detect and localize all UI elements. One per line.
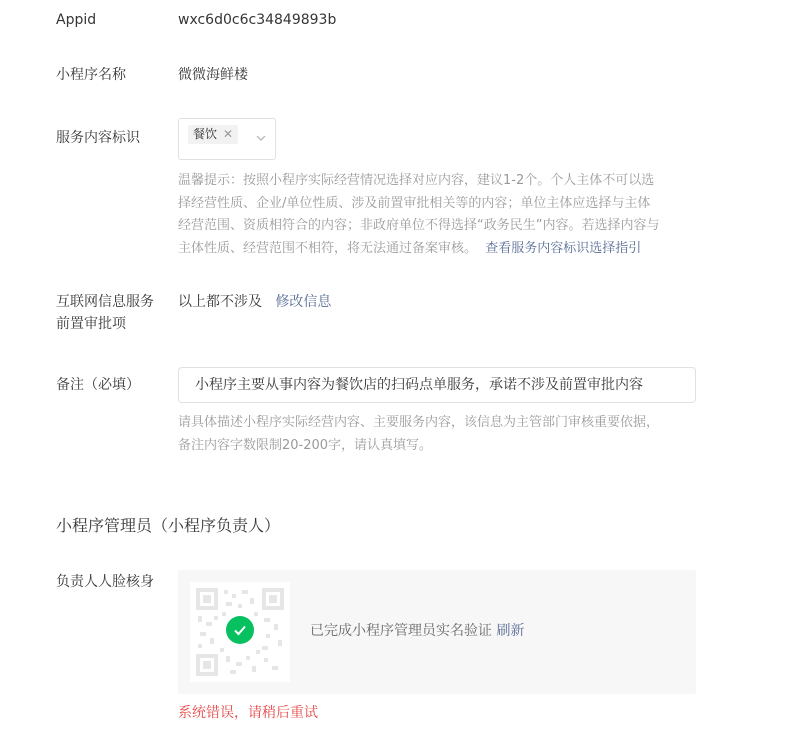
admin-section-title: 小程序管理员（小程序负责人） <box>56 516 281 535</box>
qr-code <box>190 582 290 682</box>
service-content-select[interactable] <box>178 118 276 160</box>
service-tag <box>188 125 238 144</box>
internet-service-label: 互联网信息服务 前置审批项 <box>56 294 154 332</box>
face-verify-panel <box>178 570 696 694</box>
miniprogram-name-value: 微微海鲜楼 <box>178 67 248 83</box>
chevron-down-icon[interactable] <box>256 133 266 143</box>
service-content-label: 服务内容标识 <box>56 130 140 146</box>
refresh-link[interactable]: 刷新 <box>496 623 525 639</box>
tag-close-icon[interactable]: ✕ <box>223 127 234 141</box>
check-success-icon <box>226 616 254 644</box>
modify-info-link[interactable]: 修改信息 <box>275 294 332 310</box>
remark-tip-line: 备注内容字数限制20-200字，请认真填写。 <box>178 437 433 453</box>
appid-value: wxc6d0c6c34849893b <box>178 12 337 28</box>
service-tip <box>178 170 659 260</box>
appid-label: Appid <box>56 12 97 28</box>
error-message: 系统错误，请稍后重试 <box>178 705 318 721</box>
miniprogram-name-label: 小程序名称 <box>56 67 126 83</box>
service-tip-line: 主体性质、经营范围不相符，将无法通过备案审核。 查看服务内容标识选择指引 <box>178 240 642 256</box>
verify-status-text: 已完成小程序管理员实名验证 <box>310 623 492 639</box>
remark-tip-line: 请具体描述小程序实际经营内容、主要服务内容，该信息为主管部门审核重要依据， <box>178 415 660 430</box>
verify-status <box>310 620 524 642</box>
face-verify-label: 负责人人脸核身 <box>56 574 154 590</box>
remark-label: 备注（必填） <box>56 377 140 393</box>
service-tip-line: 温馨提示：按照小程序实际经营情况选择对应内容，建议1-2个。个人主体不可以选 <box>178 173 655 188</box>
remark-input[interactable]: 小程序主要从事内容为餐饮店的扫码点单服务，承诺不涉及前置审批内容 <box>178 367 696 403</box>
service-tip-line: 择经营性质、企业/单位性质、涉及前置审批相关等的内容；单位主体应选择与主体 <box>178 195 651 211</box>
remark-tip <box>178 412 659 457</box>
service-tip-line: 经营范围、资质相符合的内容；非政府单位不得选择“政务民生”内容。若选择内容与 <box>178 218 660 233</box>
service-tag-label: 餐饮 <box>193 127 218 141</box>
internet-service-text: 以上都不涉及 <box>178 294 262 310</box>
service-guide-link[interactable]: 查看服务内容标识选择指引 <box>485 240 642 256</box>
internet-service-value <box>178 291 331 313</box>
